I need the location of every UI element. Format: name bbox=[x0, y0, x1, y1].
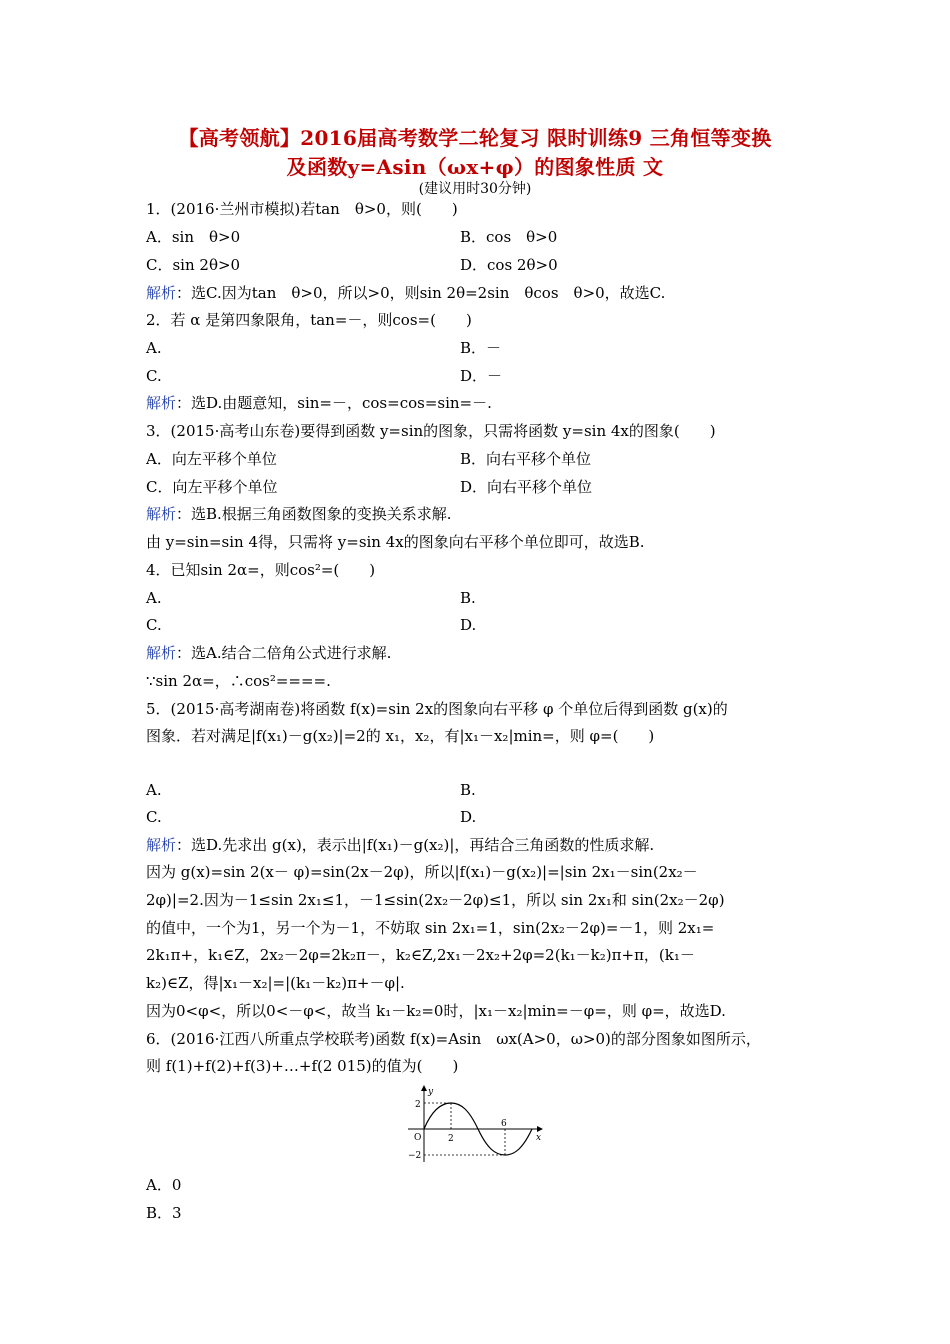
question-4-stem: 4．已知sin 2α=，则cos²=( ) bbox=[146, 561, 376, 579]
jiexi-label: 解析 bbox=[146, 394, 177, 412]
question-4-option-b: B. bbox=[460, 589, 476, 607]
question-1-option-a: A．sin θ>0 bbox=[146, 228, 241, 246]
question-5-answer-line2: 因为 g(x)=sin 2(x－ φ)=sin(2x－2φ)，所以|f(x₁)－g(x₂)|=|sin 2x₁－sin(2x₂－ bbox=[146, 863, 698, 881]
question-3-answer-line2: 由 y=sin=sin 4得，只需将 y=sin 4x的图象向右平移个单位即可，故选B. bbox=[146, 533, 645, 551]
question-2-option-d: D．－ bbox=[460, 367, 503, 385]
jiexi-label: 解析 bbox=[146, 644, 177, 662]
question-1-answer bbox=[146, 283, 665, 303]
question-1-option-c: C．sin 2θ>0 bbox=[146, 256, 241, 274]
page-title-line2: 及函数y=Asin（ωx+φ）的图象性质 文 bbox=[286, 155, 664, 179]
y-axis-arrow bbox=[421, 1085, 427, 1091]
question-6-option-b: B．3 bbox=[146, 1204, 182, 1222]
question-5-answer-line3: 2φ)|=2.因为－1≤sin 2x₁≤1，－1≤sin(2x₂－2φ)≤1，所以 sin 2x₁和 sin(2x₂－2φ) bbox=[146, 891, 725, 909]
question-5-option-a: A. bbox=[146, 781, 162, 799]
y-max-label: 2 bbox=[415, 1100, 421, 1110]
question-5-option-d: D. bbox=[460, 808, 477, 826]
answer-text: ：选A.结合二倍角公式进行求解. bbox=[176, 644, 392, 662]
question-5-answer-line7: 因为0<φ<，所以0<－φ<，故当 k₁－k₂=0时，|x₁－x₂|min=－φ=，则 φ=，故选D. bbox=[146, 1002, 726, 1020]
question-6-option-a: A．0 bbox=[146, 1176, 182, 1194]
question-2-answer bbox=[146, 393, 492, 413]
question-5-option-c: C. bbox=[146, 808, 162, 826]
question-5-answer-line6: k₂)∈Z，得|x₁－x₂|=|(k₁－k₂)π+－φ|. bbox=[146, 974, 405, 992]
origin-label: O bbox=[414, 1133, 422, 1143]
x-tick-6-label: 6 bbox=[501, 1119, 507, 1129]
question-5-stem-line2: 图象．若对满足|f(x₁)－g(x₂)|=2的 x₁，x₂，有|x₁－x₂|min=，则 φ=( ) bbox=[146, 727, 655, 745]
sine-graph-figure bbox=[404, 1084, 544, 1164]
y-min-label: −2 bbox=[408, 1151, 422, 1161]
question-2-option-c: C. bbox=[146, 367, 162, 385]
question-3-stem: 3．(2015·高考山东卷)要得到函数 y=sin的图象，只需将函数 y=sin 4x的图象( ) bbox=[146, 422, 716, 440]
x-axis-arrow bbox=[537, 1126, 543, 1132]
jiexi-label: 解析 bbox=[146, 284, 177, 302]
question-3-option-d: D．向右平移个单位 bbox=[460, 478, 593, 496]
jiexi-label: 解析 bbox=[146, 505, 177, 523]
question-1-stem: 1．(2016·兰州市模拟)若tan θ>0，则( ) bbox=[146, 200, 458, 218]
question-6-stem-line2: 则 f(1)+f(2)+f(3)+…+f(2 015)的值为( ) bbox=[146, 1057, 459, 1075]
answer-text: ：选D.先求出 g(x)，表示出|f(x₁)－g(x₂)|，再结合三角函数的性质求解. bbox=[176, 836, 655, 854]
question-1-option-b: B．cos θ>0 bbox=[460, 228, 558, 246]
question-1-option-d: D．cos 2θ>0 bbox=[460, 256, 558, 274]
answer-text: ：选C.因为tan θ>0，所以>0，则sin 2θ=2sin θcos θ>0，故选C. bbox=[176, 284, 666, 302]
question-2-option-b: B．－ bbox=[460, 339, 502, 357]
question-3-option-c: C．向左平移个单位 bbox=[146, 478, 278, 496]
question-4-option-d: D. bbox=[460, 616, 477, 634]
question-5-answer-line5: 2k₁π+，k₁∈Z，2x₂－2φ=2k₂π－，k₂∈Z,2x₁－2x₂+2φ=2(k₁－k₂)π+π，(k₁－ bbox=[146, 946, 695, 964]
question-3-answer bbox=[146, 504, 452, 524]
answer-text: ：选B.根据三角函数图象的变换关系求解. bbox=[176, 505, 452, 523]
time-suggestion: (建议用时30分钟) bbox=[418, 181, 532, 197]
question-2-option-a: A. bbox=[146, 339, 162, 357]
question-6-stem: 6．(2016·江西八所重点学校联考)函数 f(x)=Asin ωx(A>0，ω>0)的部分图象如图所示， bbox=[146, 1030, 761, 1048]
x-axis-label: x bbox=[536, 1133, 542, 1143]
y-axis-label: y bbox=[428, 1087, 434, 1097]
question-5-option-b: B. bbox=[460, 781, 476, 799]
question-2-stem: 2．若 α 是第四象限角，tan=－，则cos=( ) bbox=[146, 311, 472, 329]
question-5-answer-line4: 的值中，一个为1，另一个为－1，不妨取 sin 2x₁=1，sin(2x₂－2φ)=－1，则 2x₁= bbox=[146, 919, 715, 937]
question-4-answer bbox=[146, 643, 391, 663]
question-4-option-a: A. bbox=[146, 589, 162, 607]
page-title-line1: 【高考领航】2016届高考数学二轮复习 限时训练9 三角恒等变换 bbox=[178, 126, 772, 150]
jiexi-label: 解析 bbox=[146, 836, 177, 854]
x-tick-2-label: 2 bbox=[448, 1134, 454, 1144]
question-4-answer-line2: ∵sin 2α=，∴cos²====. bbox=[146, 672, 331, 690]
question-5-stem: 5．(2015·高考湖南卷)将函数 f(x)=sin 2x的图象向右平移 φ 个单位后得到函数 g(x)的 bbox=[146, 700, 728, 718]
question-4-option-c: C. bbox=[146, 616, 162, 634]
question-3-option-b: B．向右平移个单位 bbox=[460, 450, 592, 468]
question-5-answer bbox=[146, 835, 654, 855]
answer-text: ：选D.由题意知，sin=－，cos=cos=sin=－. bbox=[176, 394, 492, 412]
question-3-option-a: A．向左平移个单位 bbox=[146, 450, 277, 468]
